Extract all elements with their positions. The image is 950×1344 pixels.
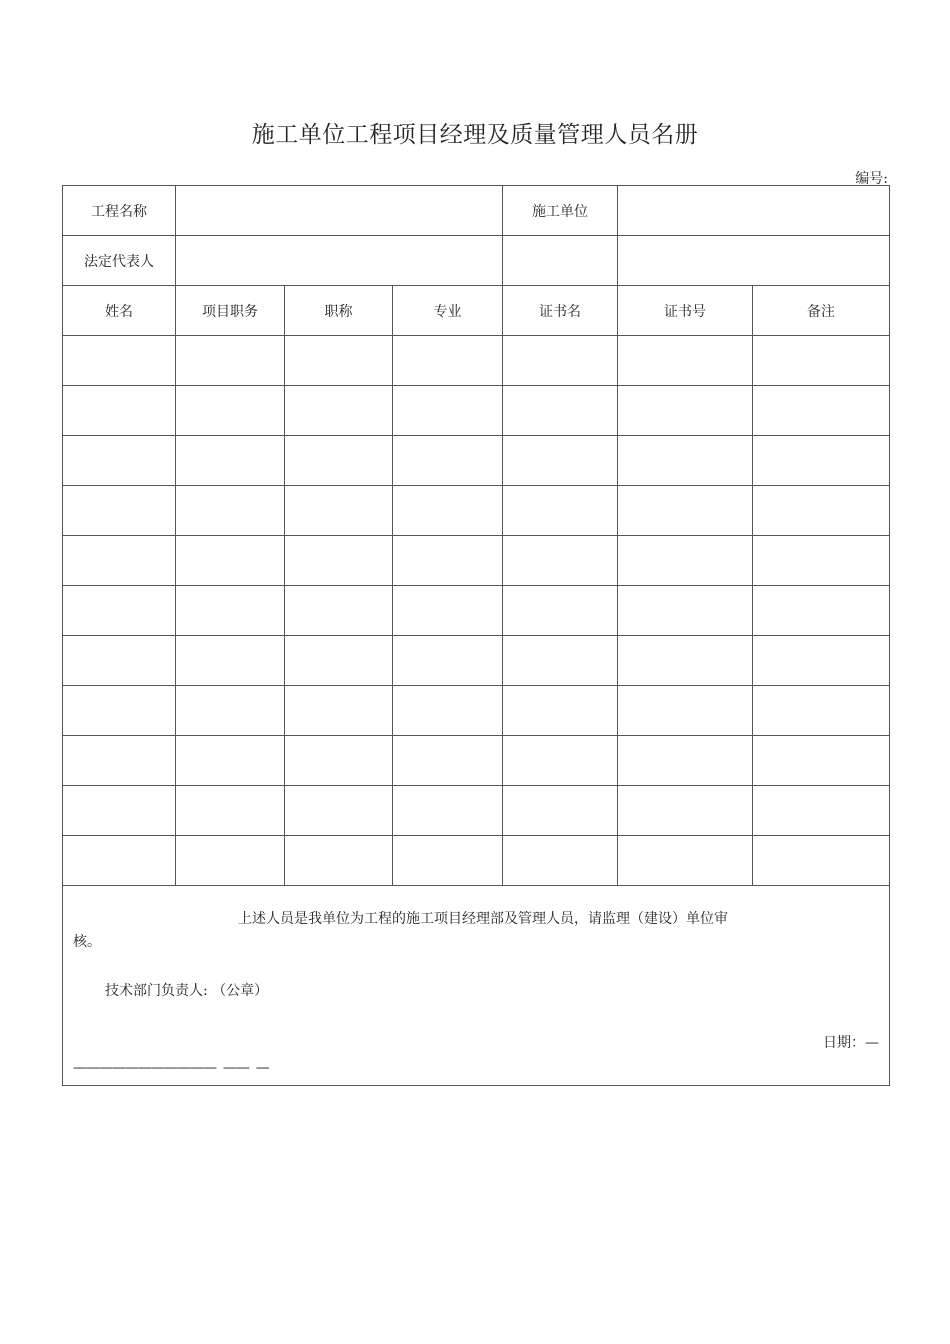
table-cell[interactable] xyxy=(176,686,285,736)
table-cell[interactable] xyxy=(63,736,176,786)
column-header: 证书名 xyxy=(503,286,618,336)
table-cell[interactable] xyxy=(393,736,503,786)
table-cell[interactable] xyxy=(63,486,176,536)
column-header: 姓名 xyxy=(63,286,176,336)
table-cell[interactable] xyxy=(753,586,890,636)
legal-rep-field[interactable] xyxy=(176,236,503,286)
table-cell[interactable] xyxy=(503,536,618,586)
table-cell[interactable] xyxy=(618,436,753,486)
table-cell[interactable] xyxy=(503,786,618,836)
table-cell[interactable] xyxy=(176,586,285,636)
table-cell[interactable] xyxy=(63,436,176,486)
legal-rep-row xyxy=(63,236,890,286)
table-cell[interactable] xyxy=(503,386,618,436)
document-number-label: 编号: xyxy=(855,171,888,187)
project-info-row xyxy=(63,186,890,236)
table-cell[interactable] xyxy=(753,686,890,736)
footer-cell xyxy=(63,886,890,1086)
table-cell[interactable] xyxy=(285,636,393,686)
table-cell[interactable] xyxy=(503,636,618,686)
table-row xyxy=(63,686,890,736)
table-cell[interactable] xyxy=(63,686,176,736)
table-cell[interactable] xyxy=(63,386,176,436)
table-cell[interactable] xyxy=(393,636,503,686)
column-header: 专业 xyxy=(393,286,503,336)
table-row xyxy=(63,336,890,386)
table-cell[interactable] xyxy=(176,786,285,836)
table-cell[interactable] xyxy=(176,486,285,536)
table-cell[interactable] xyxy=(393,436,503,486)
table-cell[interactable] xyxy=(176,536,285,586)
table-cell[interactable] xyxy=(176,836,285,886)
table-cell[interactable] xyxy=(618,586,753,636)
table-cell[interactable] xyxy=(285,786,393,836)
table-cell[interactable] xyxy=(618,786,753,836)
table-cell[interactable] xyxy=(393,336,503,386)
table-cell[interactable] xyxy=(63,536,176,586)
column-header: 备注 xyxy=(753,286,890,336)
table-cell[interactable] xyxy=(393,686,503,736)
table-cell[interactable] xyxy=(618,336,753,386)
table-cell[interactable] xyxy=(393,486,503,536)
table-cell[interactable] xyxy=(503,736,618,786)
form-title: 施工单位工程项目经理及质量管理人员名册 xyxy=(251,122,699,148)
table-cell[interactable] xyxy=(753,836,890,886)
contractor-label: 施工单位 xyxy=(503,186,618,236)
table-cell[interactable] xyxy=(176,336,285,386)
table-cell[interactable] xyxy=(63,586,176,636)
table-cell[interactable] xyxy=(63,336,176,386)
table-cell[interactable] xyxy=(618,536,753,586)
table-cell[interactable] xyxy=(285,686,393,736)
table-cell[interactable] xyxy=(753,436,890,486)
table-cell[interactable] xyxy=(285,436,393,486)
table-cell[interactable] xyxy=(285,486,393,536)
table-cell[interactable] xyxy=(393,786,503,836)
table-row xyxy=(63,636,890,686)
table-cell[interactable] xyxy=(63,636,176,686)
table-cell[interactable] xyxy=(618,486,753,536)
table-cell[interactable] xyxy=(618,836,753,886)
date-underline: ——————————— —— — xyxy=(73,1060,269,1076)
table-cell[interactable] xyxy=(393,836,503,886)
blank-cell[interactable] xyxy=(618,236,890,286)
table-row xyxy=(63,586,890,636)
legal-rep-label: 法定代表人 xyxy=(63,236,176,286)
table-cell[interactable] xyxy=(63,786,176,836)
table-cell[interactable] xyxy=(176,436,285,486)
table-cell[interactable] xyxy=(503,836,618,886)
table-cell[interactable] xyxy=(618,736,753,786)
table-cell[interactable] xyxy=(503,586,618,636)
blank-cell[interactable] xyxy=(503,236,618,286)
table-cell[interactable] xyxy=(753,486,890,536)
tech-dept-signature-label: 技术部门负责人: （公章） xyxy=(105,983,269,999)
table-row xyxy=(63,736,890,786)
column-header-row xyxy=(63,286,890,336)
column-header: 证书号 xyxy=(618,286,753,336)
table-cell[interactable] xyxy=(753,736,890,786)
table-cell[interactable] xyxy=(618,386,753,436)
table-cell[interactable] xyxy=(753,536,890,586)
table-row xyxy=(63,536,890,586)
column-header: 职称 xyxy=(285,286,393,336)
table-cell[interactable] xyxy=(618,636,753,686)
table-row xyxy=(63,486,890,536)
table-cell[interactable] xyxy=(285,536,393,586)
project-name-field[interactable] xyxy=(176,186,503,236)
table-cell[interactable] xyxy=(753,636,890,686)
table-cell[interactable] xyxy=(285,836,393,886)
table-cell[interactable] xyxy=(503,486,618,536)
table-cell[interactable] xyxy=(176,736,285,786)
footer-row xyxy=(63,886,890,1086)
table-cell[interactable] xyxy=(176,386,285,436)
table-row xyxy=(63,386,890,436)
table-cell[interactable] xyxy=(753,386,890,436)
date-label: 日期：— xyxy=(823,1035,880,1051)
roster-table xyxy=(62,185,890,1086)
table-cell[interactable] xyxy=(503,436,618,486)
table-cell[interactable] xyxy=(503,686,618,736)
table-cell[interactable] xyxy=(285,336,393,386)
table-cell[interactable] xyxy=(503,336,618,386)
column-header: 项目职务 xyxy=(176,286,285,336)
table-cell[interactable] xyxy=(285,586,393,636)
table-cell[interactable] xyxy=(285,386,393,436)
table-cell[interactable] xyxy=(176,636,285,686)
table-row xyxy=(63,436,890,486)
contractor-field[interactable] xyxy=(618,186,890,236)
table-row xyxy=(63,836,890,886)
project-name-label: 工程名称 xyxy=(63,186,176,236)
table-cell[interactable] xyxy=(393,586,503,636)
table-cell[interactable] xyxy=(753,336,890,386)
table-cell[interactable] xyxy=(63,836,176,886)
table-cell[interactable] xyxy=(285,736,393,786)
approval-statement: 上述人员是我单位为工程的施工项目经理部及管理人员，请监理（建设）单位审核。 xyxy=(73,911,728,950)
table-cell[interactable] xyxy=(618,686,753,736)
table-row xyxy=(63,786,890,836)
table-cell[interactable] xyxy=(393,536,503,586)
table-cell[interactable] xyxy=(393,386,503,436)
table-cell[interactable] xyxy=(753,786,890,836)
